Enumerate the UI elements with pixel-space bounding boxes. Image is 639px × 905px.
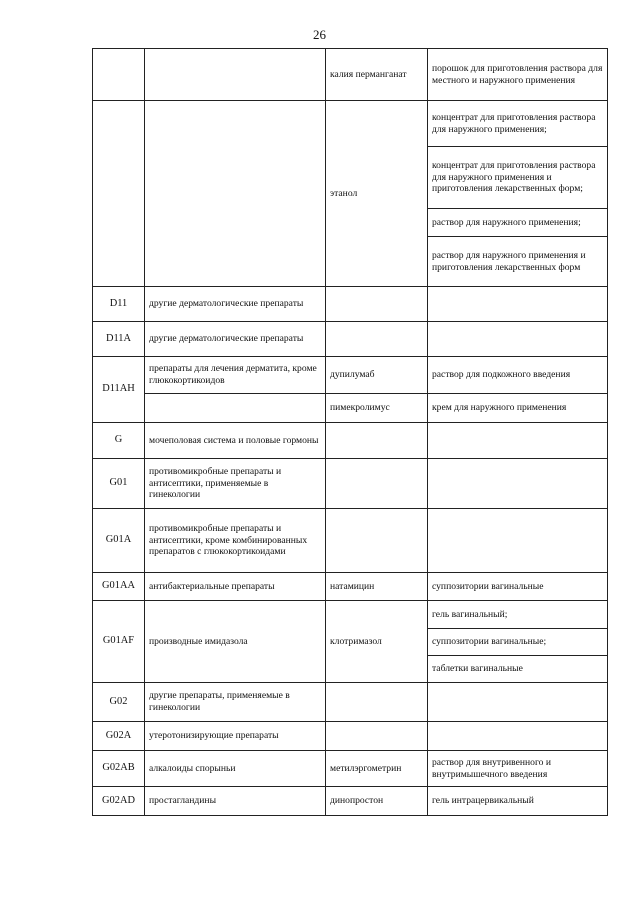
- dosage-form-cell: порошок для приготовления раствора для местного и наружного применения: [428, 49, 608, 101]
- atc-code-cell: G02AB: [93, 751, 145, 787]
- drug-name-cell: дупилумаб: [326, 357, 428, 394]
- table-row: [93, 601, 608, 629]
- atc-group-cell: антибактериальные препараты: [145, 573, 326, 601]
- drug-name-cell: клотримазол: [326, 601, 428, 683]
- atc-group-cell: [145, 394, 326, 423]
- table-row: [93, 357, 608, 394]
- dosage-form-cell: суппозитории вагинальные;: [428, 629, 608, 656]
- drug-name-cell: метилэргометрин: [326, 751, 428, 787]
- atc-group-cell: алкалоиды спорыньи: [145, 751, 326, 787]
- dosage-form-cell: [428, 322, 608, 357]
- atc-code-cell: D11A: [93, 322, 145, 357]
- drug-name-cell: [326, 322, 428, 357]
- table-row: [93, 101, 608, 147]
- atc-code-cell: G01: [93, 459, 145, 509]
- dosage-form-cell: крем для наружного применения: [428, 394, 608, 423]
- atc-group-cell: [145, 49, 326, 101]
- dosage-form-cell: гель вагинальный;: [428, 601, 608, 629]
- dosage-form-cell: гель интрацервикальный: [428, 787, 608, 816]
- atc-code-cell: G02AD: [93, 787, 145, 816]
- atc-code-cell: D11: [93, 287, 145, 322]
- page-number: 26: [313, 27, 326, 42]
- atc-group-cell: простагландины: [145, 787, 326, 816]
- table-row: [93, 459, 608, 509]
- drug-name-cell: [326, 459, 428, 509]
- atc-group-cell: другие дерматологические препараты: [145, 287, 326, 322]
- dosage-form-cell: [428, 683, 608, 722]
- atc-code-cell: D11AH: [93, 357, 145, 423]
- atc-group-cell: другие препараты, применяемые в гинекологии: [145, 683, 326, 722]
- atc-code-cell: [93, 49, 145, 101]
- table-row: [93, 683, 608, 722]
- drug-name-cell: натамицин: [326, 573, 428, 601]
- atc-code-cell: [93, 101, 145, 287]
- atc-group-cell: препараты для лечения дерматита, кроме глюкокортикоидов: [145, 357, 326, 394]
- drug-name-cell: пимекролимус: [326, 394, 428, 423]
- dosage-form-cell: [428, 509, 608, 573]
- dosage-form-cell: [428, 459, 608, 509]
- drug-name-cell: [326, 683, 428, 722]
- atc-code-cell: G02: [93, 683, 145, 722]
- table-row: [93, 423, 608, 459]
- table-row: [93, 49, 608, 101]
- dosage-form-cell: концентрат для приготовления раствора для наружного применения;: [428, 101, 608, 147]
- dosage-form-cell: концентрат для приготовления раствора для наружного применения и приготовления лекарственных форм;: [428, 147, 608, 209]
- atc-group-cell: противомикробные препараты и антисептики, кроме комбинированных препаратов с глюкокортикоидами: [145, 509, 326, 573]
- atc-group-cell: утеротонизирующие препараты: [145, 722, 326, 751]
- table-row: [93, 394, 608, 423]
- atc-group-cell: другие дерматологические препараты: [145, 322, 326, 357]
- dosage-form-cell: [428, 287, 608, 322]
- drug-name-cell: [326, 509, 428, 573]
- dosage-form-cell: суппозитории вагинальные: [428, 573, 608, 601]
- drug-name-cell: [326, 287, 428, 322]
- table-row: [93, 751, 608, 787]
- table-row: [93, 322, 608, 357]
- table-row: [93, 722, 608, 751]
- dosage-form-cell: раствор для наружного применения;: [428, 209, 608, 237]
- table-row: [93, 787, 608, 816]
- drug-name-cell: [326, 423, 428, 459]
- table-row: [93, 287, 608, 322]
- dosage-form-cell: раствор для наружного применения и приготовления лекарственных форм: [428, 237, 608, 287]
- atc-group-cell: противомикробные препараты и антисептики, применяемые в гинекологии: [145, 459, 326, 509]
- drug-name-cell: калия перманганат: [326, 49, 428, 101]
- dosage-form-cell: таблетки вагинальные: [428, 656, 608, 683]
- medication-table: [92, 48, 608, 816]
- dosage-form-cell: [428, 423, 608, 459]
- dosage-form-cell: [428, 722, 608, 751]
- atc-code-cell: G01AA: [93, 573, 145, 601]
- atc-code-cell: G: [93, 423, 145, 459]
- table-row: [93, 509, 608, 573]
- dosage-form-cell: раствор для внутривенного и внутримышечного введения: [428, 751, 608, 787]
- atc-code-cell: G02A: [93, 722, 145, 751]
- atc-code-cell: G01A: [93, 509, 145, 573]
- drug-name-cell: динопростон: [326, 787, 428, 816]
- drug-name-cell: [326, 722, 428, 751]
- drug-name-cell: этанол: [326, 101, 428, 287]
- atc-group-cell: [145, 101, 326, 287]
- table-row: [93, 573, 608, 601]
- atc-group-cell: мочеполовая система и половые гормоны: [145, 423, 326, 459]
- atc-code-cell: G01AF: [93, 601, 145, 683]
- atc-group-cell: производные имидазола: [145, 601, 326, 683]
- dosage-form-cell: раствор для подкожного введения: [428, 357, 608, 394]
